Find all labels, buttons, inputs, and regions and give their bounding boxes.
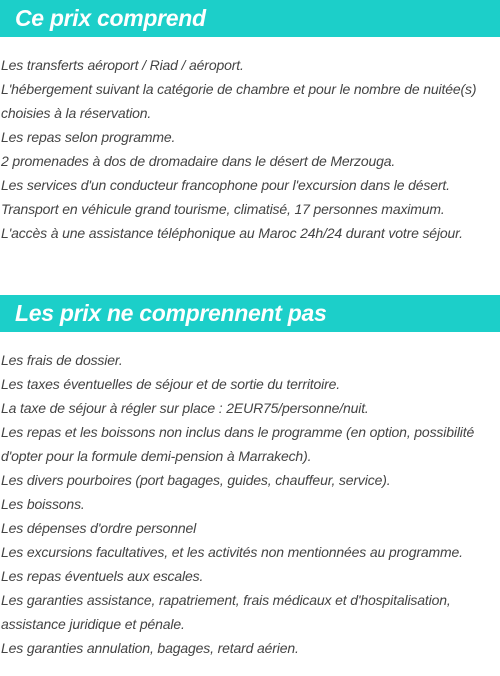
included-item: Transport en véhicule grand tourisme, climatisé, 17 personnes maximum. xyxy=(1,201,445,217)
excluded-item: Les dépenses d'ordre personnel xyxy=(1,520,197,536)
excluded-item: Les taxes éventuelles de séjour et de sortie du territoire. xyxy=(1,376,341,392)
section-title-excluded: Les prix ne comprennent pas xyxy=(15,300,327,326)
section-header-included xyxy=(0,0,500,37)
included-item: Les transferts aéroport / Riad / aéroport. xyxy=(1,57,244,73)
included-item: L'accès à une assistance téléphonique au Maroc 24h/24 durant votre séjour. xyxy=(1,225,463,241)
excluded-item: Les boissons. xyxy=(1,496,85,512)
excluded-list xyxy=(1,348,497,660)
excluded-item: Les garanties annulation, bagages, retard aérien. xyxy=(1,640,299,656)
excluded-item: Les frais de dossier. xyxy=(1,352,123,368)
included-item: Les repas selon programme. xyxy=(1,129,176,145)
included-list xyxy=(1,53,497,245)
section-header-excluded xyxy=(0,295,500,332)
excluded-item: Les divers pourboires (port bagages, guides, chauffeur, service). xyxy=(1,472,391,488)
excluded-item: Les garanties assistance, rapatriement, frais médicaux et d'hospitalisation, assistance juridique et pénale. xyxy=(1,592,451,632)
excluded-item: Les excursions facultatives, et les activités non mentionnées au programme. xyxy=(1,544,463,560)
excluded-item: La taxe de séjour à régler sur place : 2EUR75/personne/nuit. xyxy=(1,400,369,416)
excluded-item: Les repas et les boissons non inclus dans le programme (en option, possibilité d'opter pour la formule demi-pension à Marrakech). xyxy=(1,424,475,464)
included-item: L'hébergement suivant la catégorie de chambre et pour le nombre de nuitée(s) choisies à la réservation. xyxy=(1,81,477,121)
excluded-item: Les repas éventuels aux escales. xyxy=(1,568,204,584)
section-title-included: Ce prix comprend xyxy=(15,5,206,31)
included-item: Les services d'un conducteur francophone pour l'excursion dans le désert. xyxy=(1,177,450,193)
included-item: 2 promenades à dos de dromadaire dans le désert de Merzouga. xyxy=(1,153,396,169)
